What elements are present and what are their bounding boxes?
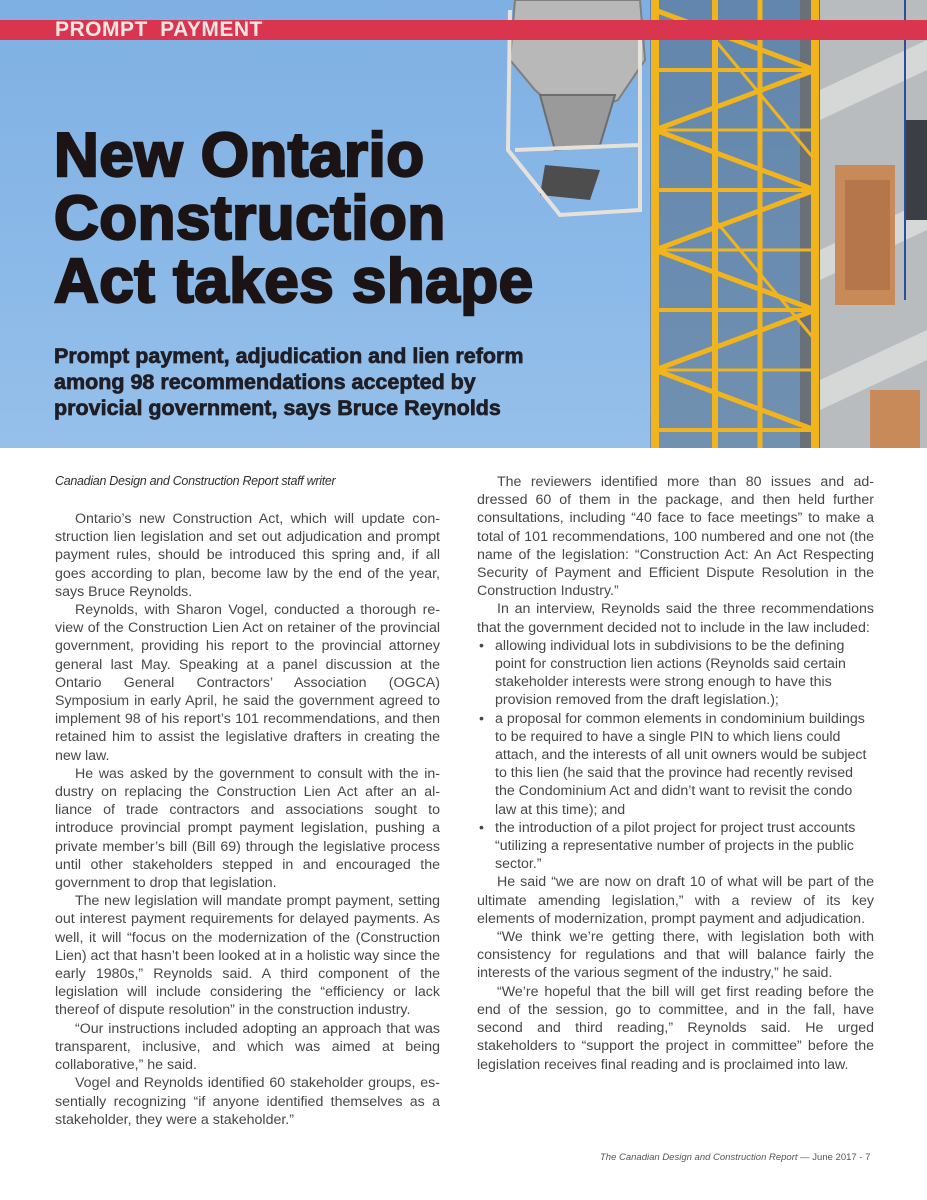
crane-mast	[650, 0, 820, 448]
byline: Canadian Design and Construction Report staff writer	[55, 474, 336, 488]
headline-line: Act takes shape	[54, 247, 534, 316]
paragraph: He was asked by the government to consult with the industry on replacing the Construction Lien Act after an alliance of trade contractors and associations sought to introduce provincial prompt payment legislation, pushing a private member’s bill (Bill 69) through the legislative process until other stakeholders stepped in and encouraged the government to drop that legislation.	[55, 765, 440, 892]
deck-line: provicial government, says Bruce Reynolds	[54, 396, 501, 420]
publication-name: The Canadian Design and Construction Report	[600, 1152, 798, 1163]
page-separator: -	[856, 1152, 866, 1163]
headline-line: New Ontario	[54, 121, 425, 190]
paragraph: “We’re hopeful that the bill will get first reading before the end of the session, go to committee, and in the fall, have second and third reading,” Reynolds said. He urged stakeholders to “support the project in committee” before the legislation receives final reading and is proclaimed into law.	[477, 983, 874, 1073]
list-item-text: the introduction of a pilot project for project trust accounts “utilizing a representative number of projects in the public sector.”	[495, 819, 856, 873]
list-item	[477, 819, 874, 874]
section-label: PROMPT PAYMENT	[55, 18, 263, 41]
footer-separator: —	[797, 1152, 813, 1163]
paragraph: Ontario’s new Construction Act, which will update construction lien legislation and set out adjudication and prompt payment rules, should be introduced this spring and, if all goes according to plan, become law by the end of the year, says Bruce Reynolds.	[55, 511, 440, 600]
bullet-icon: •	[479, 710, 484, 727]
headline-line: Construction	[54, 184, 446, 253]
article-column-left	[55, 510, 440, 1129]
issue-date: June 2017	[812, 1152, 857, 1163]
paragraph: Vogel and Reynolds identified 60 stakeholder groups, essentially recognizing “if anyone identified themselves as a stakeholder, they were a stakeholder.”	[55, 1075, 440, 1128]
paragraph: The reviewers identified more than 80 issues and addressed 60 of them in the package, and then held further consultations, including “40 face to face meetings” to make a total of 101 recommendations, 100 numbered and one not (the name of the legislation: “Construction Act: An Act Respecting Security of Payment and Efficient Dispute Resolution in the Construction Industry.”	[477, 474, 874, 600]
paragraph: “We think we’re getting there, with legislation both with consistency for regulations and that will balance fairly the interests of the various segment of the industry,” he said.	[477, 929, 874, 982]
paragraph: In an interview, Reynolds said the three recommendations that the government decided not to include in the law included:	[477, 601, 874, 636]
paragraph: “Our instructions included adopting an approach that was transparent, inclusive, and which was aimed at being collaborative,” he said.	[55, 1020, 440, 1074]
page-number: 7	[865, 1152, 871, 1163]
article-column-right	[477, 473, 874, 1074]
deck-line: Prompt payment, adjudication and lien reform	[54, 344, 524, 368]
paragraph: The new legislation will mandate prompt payment, setting out interest payment requirements for delayed payments. As well, it will “focus on the modernization of the (Construction Lien) act that hasn’t been looked at in a holistic way since the early 1980s,” Reynolds said. A third component of the legislation will include considering the “efficiency or lack thereof of dispute resolution” in the construction industry.	[55, 893, 440, 1019]
bullet-icon: •	[479, 819, 484, 836]
headline	[54, 121, 614, 316]
recommendation-list	[477, 637, 874, 874]
paragraph: Reynolds, with Sharon Vogel, conducted a thorough review of the Construction Lien Act on retainer of the provincial government, providing his report to the provincial attorney general last May. Speaking at a panel discussion at the Ontario General Contractors’ Association (OGCA) Symposium in early April, he said the government agreed to implement 98 of his report’s 101 recommendations, and then retained him to assist the legislative drafters in creating the new law.	[55, 602, 440, 764]
hero-banner	[0, 0, 927, 448]
deck-subheadline	[54, 343, 654, 421]
deck-line: among 98 recommendations accepted by	[54, 370, 476, 394]
list-item-text: a proposal for common elements in condominium buildings to be required to have a single PIN to which liens could attach, and the interests of all unit owners would be subject to this lien (he said that the province had recently revised the Condominium Act and didn’t want to revisit the condo law at this time); and	[495, 710, 867, 818]
list-item-text: allowing individual lots in subdivisions to be the defining point for construction lien actions (Reynolds said certain stakeholder interests were strong enough to have this provision removed from the draft legislation.);	[495, 637, 846, 709]
bullet-icon: •	[479, 637, 484, 654]
paragraph: He said “we are now on draft 10 of what will be part of the ultimate amending legislation,” with a review of its key elements of modernization, prompt payment and adjudication.	[477, 874, 874, 927]
list-item	[477, 710, 874, 819]
page-footer	[600, 1152, 870, 1163]
list-item	[477, 637, 874, 710]
